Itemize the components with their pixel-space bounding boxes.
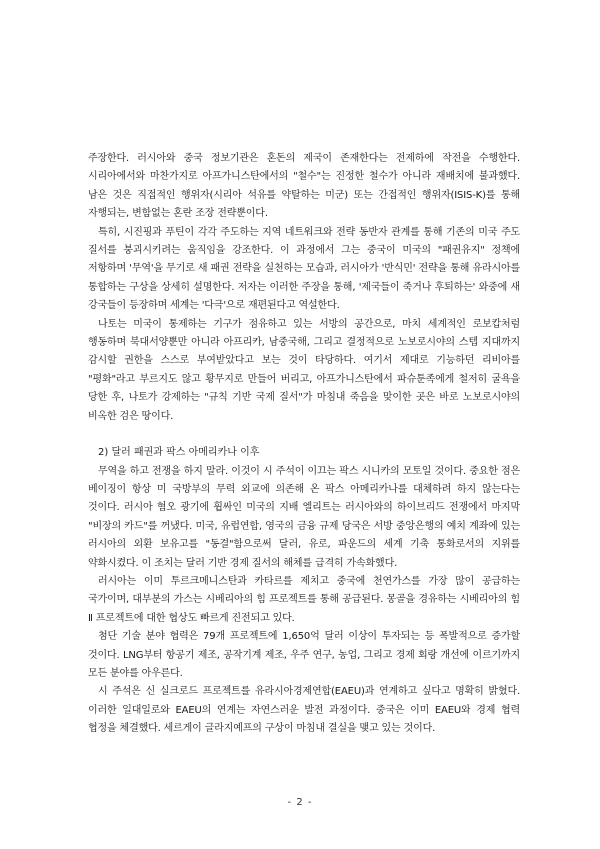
paragraph: 시 주석은 신 실크로드 프로젝트를 유라시아경제연합(EAEU)과 연계하고 싶다고 명확히 밝혔다. 이러한 일대일로와 EAEU의 연계는 자연스러운 발전 과정이다. 중국은 이미 EAEU와 경제 협력 협정을 체결했다. 세르게이 글라지예프의 구상이 마침내 결실을 맺고 있는 것이다. (88, 686, 520, 735)
paragraph: 무역을 하고 전쟁을 하지 말라. 이것이 시 주석이 이끄는 팍스 시니카의 모토일 것이다. 중요한 점은 베이징이 항상 미 국방부의 무력 외교에 의존해 온 팍스 아메리카나를 대체하려 하지 않는다는 것이다. 러시아 혐오 광기에 휩싸인 미국의 지배 엘리트는 러시아와의 하이브리드 전쟁에서 마지막 "비장의 카드"를 꺼냈다. 미국, 유럽연합, 영국의 금융 규제 당국은 서방 중앙은행의 예치 계좌에 있는 러시아의 외환 보유고를 "동결"함으로써 달러, 유로, 파운드의 세계 기축 통화로서의 지위를 약화시켰다. 이 조치는 달러 기반 경제 질서의 해체를 급격히 가속화했다. (88, 465, 520, 569)
paragraph-continuation: 주장한다. 러시아와 중국 정보기관은 혼돈의 제국이 존재한다는 전제하에 작전을 수행한다. 시리아에서와 마찬가지로 아프가니스탄에서의 "철수"는 진정한 철수가 아니라 재배치에 불과했다. 남은 것은 직접적인 행위자(시리아 석유를 약탈하는 미군) 또는 간접적인 행위자(ISIS-K)를 통해 자행되는, 변함없는 혼란 조장 전략뿐이다. (88, 153, 520, 220)
paragraph: 러시아는 이미 투르크메니스탄과 카타르를 제치고 중국에 천연가스를 가장 많이 공급하는 국가이며, 대부분의 가스는 시베리아의 힘 프로젝트를 통해 공급된다. 몽골을 경유하는 시베리아의 힘 Ⅱ 프로젝트에 대한 협상도 빠르게 진전되고 있다. (88, 575, 520, 624)
paragraph: 첨단 기술 분야 협력은 79개 프로젝트에 1,650억 달러 이상이 투자되는 등 폭발적으로 증가할 것이다. LNG부터 항공기 제조, 공작기계 제조, 우주 연구, 농업, 그리고 경제 회랑 개선에 이르기까지 모든 분야를 아우른다. (88, 631, 520, 679)
paragraph-gap (88, 426, 520, 444)
document-body (88, 150, 520, 739)
paragraph: 특히, 시진핑과 푸틴이 각각 주도하는 지역 네트워크와 전략 동반자 관계를 통해 기존의 미국 주도 질서를 붕괴시키려는 움직임을 강조한다. 이 과정에서 그는 중국이 미국의 "패권유지" 정책에 저항하며 '무역'을 무기로 새 패권 전략을 실천하는 모습과, 러시아가 '반식민' 전략을 통해 유라시아를 통합하는 구상을 상세히 설명한다. 저자는 이러한 주장을 통해, '제국들이 죽거나 후퇴하는' 와중에 새 강국들이 등장하며 세계는 '다극'으로 재편된다고 역설한다. (88, 226, 520, 312)
section-heading: 2) 달러 패권과 팍스 아메리카나 이후 (98, 447, 260, 459)
paragraph: 나토는 미국이 통제하는 기구가 점유하고 있는 서방의 공간으로, 마치 세계적인 로보캅처럼 행동하며 북대서양뿐만 아니라 아프리카, 남중국해, 그리고 결정적으로 노보로시야의 스텝 지대까지 감시할 권한을 스스로 부여받았다고 보는 것이 타당하다. 여기서 제대로 기능하던 리비아를 "평화"라고 부르지도 않고 황무지로 만들어 버리고, 아프가니스탄에서 파슈툰족에게 철저히 굴욕을 당한 후, 나토가 강제하는 "규칙 기반 국제 질서"가 마침내 죽음을 맞이한 곳은 바로 노보로시야의 비옥한 검은 땅이다. (88, 318, 520, 422)
page-number: - 2 - (287, 797, 313, 808)
